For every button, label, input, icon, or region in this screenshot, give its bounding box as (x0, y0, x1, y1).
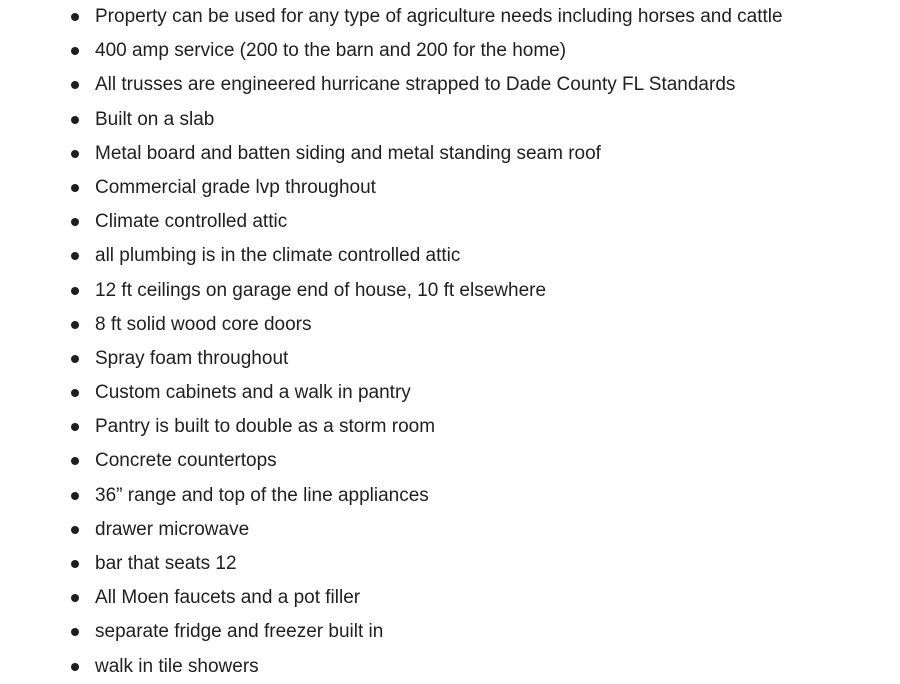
bullet-icon (71, 150, 79, 158)
list-item (0, 308, 900, 342)
list-item-text: Custom cabinets and a walk in pantry (95, 382, 411, 404)
list-item-text: separate fridge and freezer built in (95, 621, 384, 643)
list-item-text: all plumbing is in the climate controlled attic (95, 245, 461, 267)
list-item (0, 137, 900, 171)
bullet-icon (71, 47, 79, 55)
bullet-icon (71, 355, 79, 363)
list-item (0, 0, 900, 34)
bullet-icon (71, 663, 79, 671)
list-item (0, 239, 900, 273)
list-item-text: Built on a slab (95, 108, 215, 130)
list-item (0, 410, 900, 444)
list-item (0, 171, 900, 205)
bullet-icon (71, 526, 79, 534)
list-item (0, 205, 900, 239)
bullet-icon (71, 184, 79, 192)
bullet-icon (71, 287, 79, 295)
bullet-icon (71, 218, 79, 226)
list-item-text: 8 ft solid wood core doors (95, 313, 312, 335)
list-item (0, 376, 900, 410)
bullet-icon (71, 457, 79, 465)
list-item (0, 513, 900, 547)
list-item-text: 400 amp service (200 to the barn and 200 for the home) (95, 40, 567, 62)
bullet-icon (71, 594, 79, 602)
list-item (0, 444, 900, 478)
list-item-text: Metal board and batten siding and metal standing seam roof (95, 142, 601, 164)
list-item-text: Pantry is built to double as a storm room (95, 416, 436, 438)
list-item-text: bar that seats 12 (95, 553, 237, 574)
bullet-icon (71, 492, 79, 500)
list-item-text: Property can be used for any type of agriculture needs including horses and cattle (95, 6, 783, 27)
bullet-icon (71, 321, 79, 329)
list-item-text: drawer microwave (95, 518, 250, 540)
list-item (0, 103, 900, 137)
list-item (0, 274, 900, 308)
bullet-icon (71, 116, 79, 124)
bullet-icon (71, 81, 79, 89)
list-item (0, 68, 900, 102)
bullet-icon (71, 423, 79, 431)
list-item-text: walk in tile showers (95, 655, 259, 677)
list-item (0, 650, 900, 684)
list-item (0, 34, 900, 68)
list-item-text: Spray foam throughout (95, 347, 289, 369)
list-item (0, 615, 900, 649)
list-item (0, 547, 900, 581)
list-item (0, 581, 900, 615)
list-item-text: 36” range and top of the line appliances (95, 484, 429, 506)
list-item-text: All trusses are engineered hurricane strapped to Dade County FL Standards (95, 74, 736, 96)
list-item-text: Commercial grade lvp throughout (95, 176, 376, 198)
bullet-icon (71, 628, 79, 636)
bullet-icon (71, 252, 79, 260)
list-item-text: Concrete countertops (95, 450, 277, 472)
bullet-icon (71, 560, 79, 568)
bullet-icon (71, 389, 79, 397)
list-item (0, 342, 900, 376)
list-item-text: 12 ft ceilings on garage end of house, 10 ft elsewhere (95, 279, 547, 301)
list-item-text: All Moen faucets and a pot filler (95, 587, 361, 609)
list-item (0, 479, 900, 513)
list-item-text: Climate controlled attic (95, 211, 288, 233)
bullet-icon (71, 13, 79, 21)
